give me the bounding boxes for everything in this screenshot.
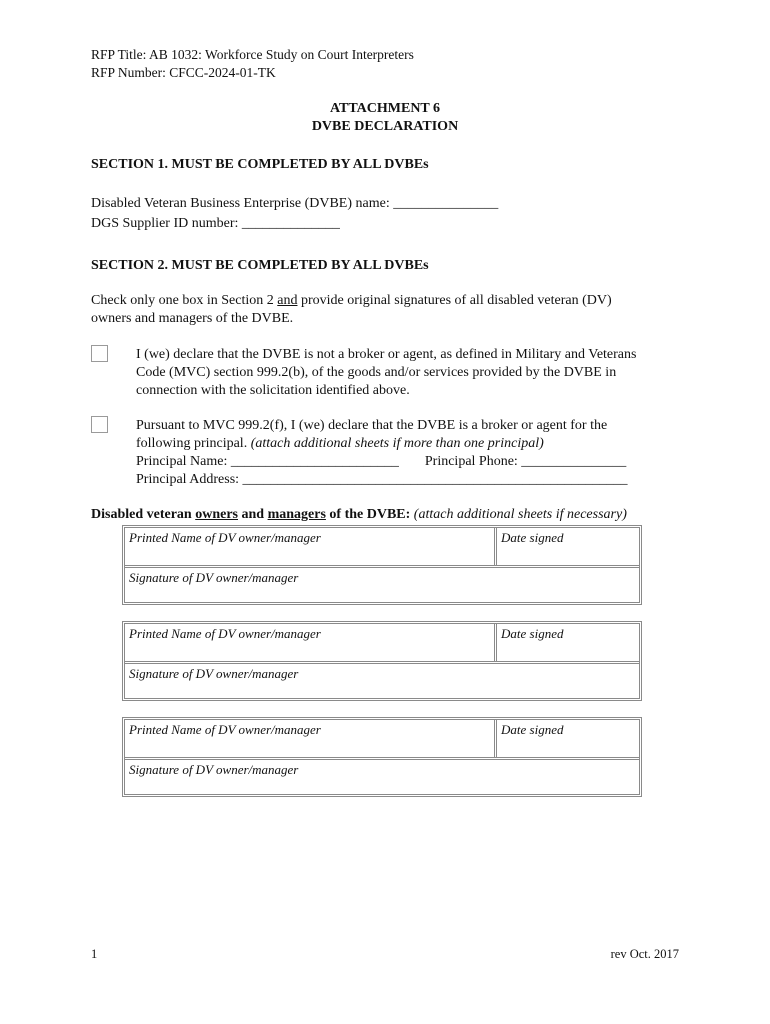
date-signed-label: Date signed [501, 626, 564, 641]
principal-address-field: Principal Address: _______________________________________________________ [136, 472, 628, 487]
supplier-id-field: DGS Supplier ID number: ______________ [91, 216, 340, 231]
signature-cell[interactable] [125, 664, 639, 698]
rfp-number: RFP Number: CFCC-2024-01-TK [91, 65, 276, 80]
printed-name-label: Printed Name of DV owner/manager [129, 722, 321, 737]
instr-pre: Check only one box in Section 2 [91, 293, 278, 308]
rfp-header [91, 46, 414, 82]
section2-instructions-line2: owners and managers of the DVBE. [91, 311, 294, 326]
principal-name-field: Principal Name: ________________________ [136, 454, 399, 469]
printed-name-label: Printed Name of DV owner/manager [129, 626, 321, 641]
broker-checkbox[interactable] [91, 416, 108, 433]
option2-line2 [136, 435, 696, 453]
owners-heading-owners: owners [195, 507, 238, 522]
owners-heading-note: (attach additional sheets if necessary) [413, 507, 627, 522]
dvbe-name-field: Disabled Veteran Business Enterprise (DVBE) name: _______________ [91, 196, 499, 211]
option1-text [136, 346, 696, 400]
revision-date: rev Oct. 2017 [610, 947, 679, 961]
signature-label: Signature of DV owner/manager [129, 762, 299, 777]
option1-line2: Code (MVC) section 999.2(b), of the goods and/or services provided by the DVBE in [136, 365, 617, 380]
name-date-row [125, 720, 639, 760]
rfp-title: RFP Title: AB 1032: Workforce Study on Court Interpreters [91, 47, 414, 62]
option2-line2-note: (attach additional sheets if more than one principal) [250, 436, 544, 451]
principal-phone-field: Principal Phone: _______________ [424, 454, 627, 469]
printed-name-cell[interactable] [125, 624, 497, 661]
date-signed-label: Date signed [501, 530, 564, 545]
section2-heading: SECTION 2. MUST BE COMPLETED BY ALL DVBEs [91, 258, 429, 273]
option2-line1: Pursuant to MVC 999.2(f), I (we) declare that the DVBE is a broker or agent for the [136, 418, 608, 433]
printed-name-label: Printed Name of DV owner/manager [129, 530, 321, 545]
option1-line1: I (we) declare that the DVBE is not a broker or agent, as defined in Military and Veterans [136, 347, 637, 362]
principal-row [136, 453, 696, 471]
signature-label: Signature of DV owner/manager [129, 570, 299, 585]
not-broker-checkbox[interactable] [91, 345, 108, 362]
owners-heading [91, 506, 627, 524]
document-title: DVBE DECLARATION [311, 119, 459, 134]
instr-and: and [277, 293, 298, 308]
owners-heading-pre: Disabled veteran [91, 507, 196, 522]
section2-instructions [91, 292, 612, 310]
name-date-row [125, 624, 639, 664]
instr-post: provide original signatures of all disabled veteran (DV) [297, 293, 612, 308]
date-signed-cell[interactable] [497, 720, 639, 757]
page-number: 1 [91, 947, 98, 961]
date-signed-label: Date signed [501, 722, 564, 737]
owners-heading-post: of the DVBE: [325, 507, 414, 522]
signature-label: Signature of DV owner/manager [129, 666, 299, 681]
attachment-title: ATTACHMENT 6 [329, 101, 441, 116]
option2-line2-pre: following principal. [136, 436, 251, 451]
signature-block [122, 525, 642, 605]
name-date-row [125, 528, 639, 568]
signature-cell[interactable] [125, 568, 639, 602]
printed-name-cell[interactable] [125, 528, 497, 565]
signature-block [122, 717, 642, 797]
owners-heading-managers: managers [267, 507, 326, 522]
owners-heading-and: and [238, 507, 268, 522]
section1-heading: SECTION 1. MUST BE COMPLETED BY ALL DVBEs [91, 157, 429, 172]
option2-text [136, 417, 696, 489]
option1-line3: connection with the solicitation identified above. [136, 383, 410, 398]
signature-block [122, 621, 642, 701]
date-signed-cell[interactable] [497, 528, 639, 565]
signature-cell[interactable] [125, 760, 639, 794]
printed-name-cell[interactable] [125, 720, 497, 757]
date-signed-cell[interactable] [497, 624, 639, 661]
